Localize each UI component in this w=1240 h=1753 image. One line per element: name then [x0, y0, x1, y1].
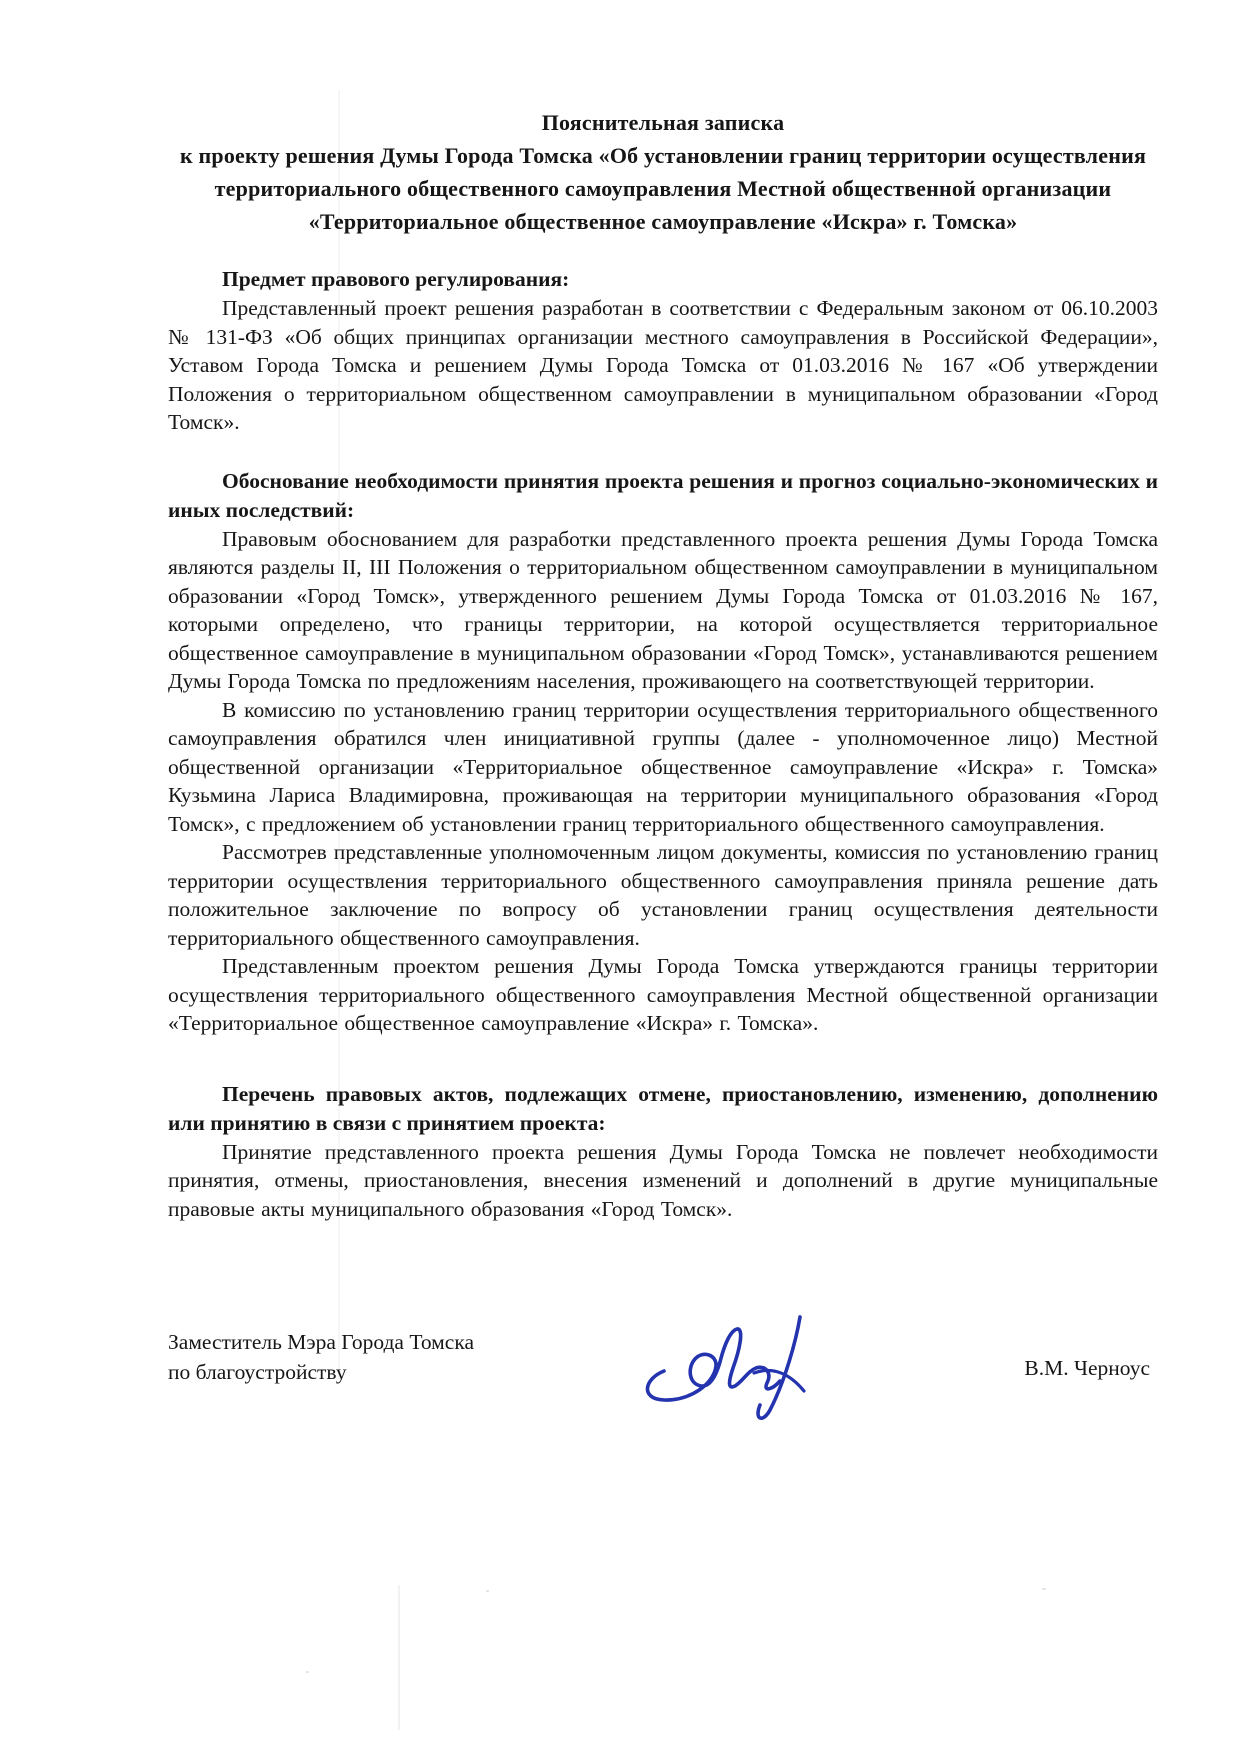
section-heading-legal-acts: Перечень правовых актов, подлежащих отмене, приостановлению, изменению, дополнению или принятию в связи с принятием проекта:	[168, 1081, 1158, 1135]
paragraph: Представленный проект решения разработан в соответствии с Федеральным законом от 06.10.2003 № 131-ФЗ «Об общих принципах организации местного самоуправления в Российской Федерации», Уставом Города Томска и решением Думы Города Томска от 01.03.2016 № 167 «Об утверждении Положения о территориальном общественном самоуправлении в муниципальном образовании «Город Томск».	[168, 296, 1158, 434]
signature-block	[168, 1327, 1158, 1436]
scan-artifact-speck	[306, 1671, 309, 1673]
signatory-position-line1: Заместитель Мэра Города Томска	[168, 1330, 474, 1354]
scan-artifact-speck	[1042, 1588, 1046, 1590]
paragraph: Рассмотрев представленные уполномоченным лицом документы, комиссия по установлению границ территории осуществления территориального общественного самоуправления приняла решение дать положительное заключение по вопросу об установлении границ осуществления деятельности территориального общественного самоуправления.	[168, 840, 1158, 950]
page-title: Пояснительная записка	[541, 110, 785, 135]
paragraph: В комиссию по установлению границ территории осуществления территориального общественного самоуправления обратился член инициативной группы (далее - уполномоченное лицо) Местной общественной организации «Территориальное общественное самоуправление «Искра» г. Томска» Кузьмина Лариса Владимировна, проживающая на территории муниципального образования «Город Томск», с предложением об установлении границ территориального общественного самоуправления.	[168, 697, 1158, 836]
paragraph: Правовым обоснованием для разработки представленного проекта решения Думы Города Томска являются разделы II, III Положения о территориальном общественном самоуправлении в муниципальном образовании «Город Томск», утвержденного решением Думы Города Томска от 01.03.2016 № 167, которыми определено, что границы территории, на которой осуществляется территориальное общественное самоуправление в муниципальном образовании «Город Томск», устанавливаются решением Думы Города Томска по предложениям населения, проживающего на соответствующей территории.	[168, 526, 1158, 693]
scan-artifact-speck	[486, 1590, 489, 1592]
signatory-position-line2: по благоустройству	[168, 1360, 347, 1384]
paragraph: Представленным проектом решения Думы Города Томска утверждаются границы территории осуществления территориального общественного самоуправления Местной общественной организации «Территориальное общественное самоуправление «Искра» г. Томска».	[168, 954, 1158, 1035]
document-subtitle: к проекту решения Думы Города Томска «Об установлении границ территории осуществления территориального общественного самоуправления Местной общественной организации «Территориальное общественное самоуправление «Искра» г. Томска»	[179, 143, 1147, 234]
scan-artifact-streak	[398, 1585, 400, 1730]
section-legal-acts	[168, 1080, 1158, 1224]
handwritten-signature-icon	[634, 1311, 844, 1436]
section-justification	[168, 467, 1158, 1038]
paragraph: Принятие представленного проекта решения Думы Города Томска не повлечет необходимости принятия, отмены, приостановления, внесения изменений и дополнений в другие муниципальные правовые акты муниципального образования «Город Томск».	[168, 1139, 1158, 1221]
signatory-position	[168, 1327, 598, 1387]
section-subject	[168, 265, 1158, 437]
section-heading-justification: Обоснование необходимости принятия проекта решения и прогноз социально-экономических и иных последствий:	[168, 468, 1158, 522]
section-heading-subject: Предмет правового регулирования:	[222, 267, 570, 291]
signatory-name: В.М. Черноус	[1024, 1356, 1150, 1380]
